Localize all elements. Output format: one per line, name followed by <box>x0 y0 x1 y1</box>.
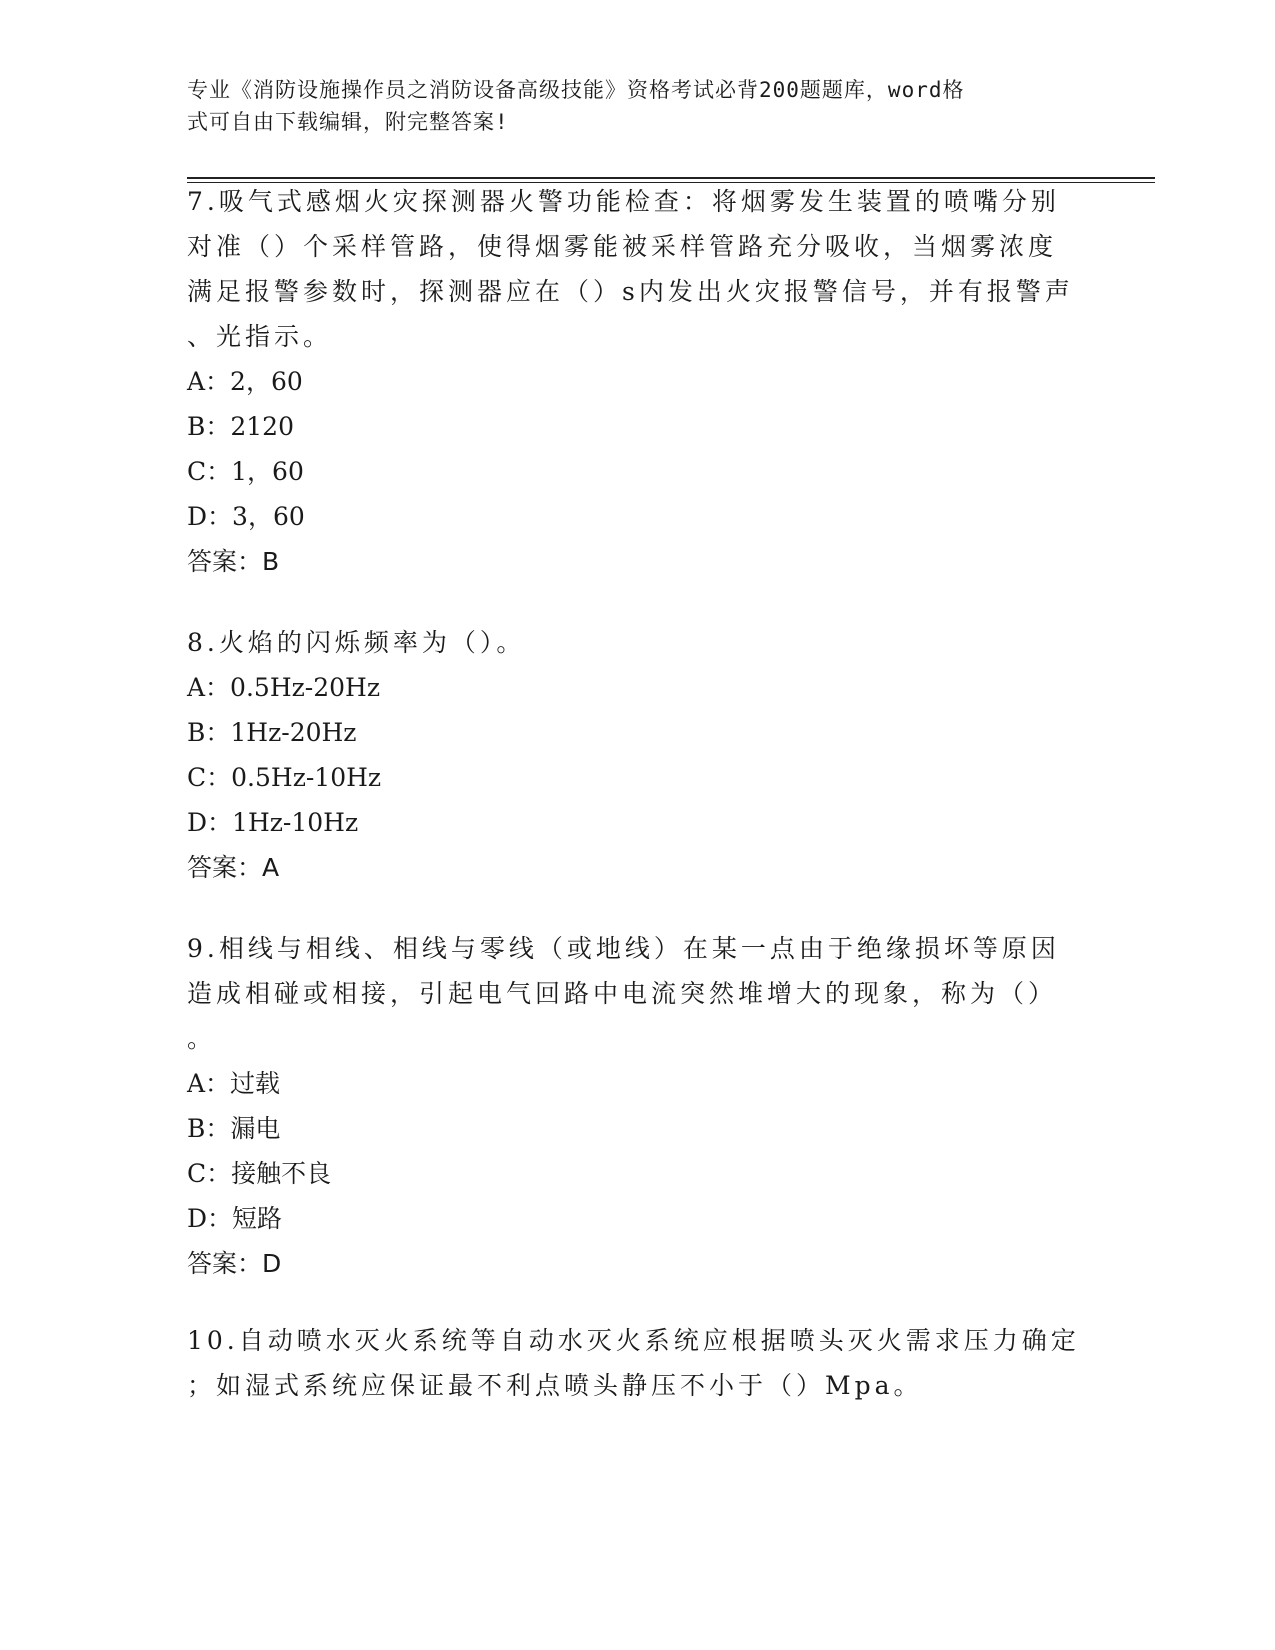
answer: 答案：B <box>187 547 280 576</box>
question-text-line: ；如湿式系统应保证最不利点喷头静压不小于（）Mpa。 <box>187 1371 923 1400</box>
question-10 <box>187 1318 1087 1408</box>
question-text-line: 8.火焰的闪烁频率为（）。 <box>187 628 526 657</box>
question-text-line: 、光指示。 <box>187 322 333 351</box>
option-a: A：过载 <box>187 1069 281 1098</box>
option-c: C：接触不良 <box>187 1159 332 1188</box>
question-text-line: 造成相碰或相接，引起电气回路中电流突然堆增大的现象，称为（） <box>187 979 1058 1008</box>
question-text-line: 10.自动喷水灭火系统等自动水灭火系统应根据喷头灭火需求压力确定 <box>187 1326 1080 1355</box>
question-text-line: 满足报警参数时，探测器应在（）s内发出火灾报警信号，并有报警声 <box>187 277 1074 306</box>
answer: 答案：A <box>187 853 280 882</box>
question-text-line: 9.相线与相线、相线与零线（或地线）在某一点由于绝缘损坏等原因 <box>187 934 1060 963</box>
option-a: A：0.5Hz-20Hz <box>187 673 381 702</box>
question-9 <box>187 926 1087 1286</box>
option-d: D：3，60 <box>187 502 305 531</box>
document-header <box>187 74 1067 138</box>
header-line-2: 式可自由下载编辑，附完整答案! <box>187 110 509 134</box>
answer: 答案：D <box>187 1249 282 1278</box>
question-text-line: 。 <box>187 1024 217 1053</box>
question-8 <box>187 620 1087 890</box>
header-line-1: 专业《消防设施操作员之消防设备高级技能》资格考试必背200题题库，word格 <box>187 78 965 102</box>
question-7 <box>187 179 1087 584</box>
option-b: B：1Hz-20Hz <box>187 718 357 747</box>
option-a: A：2，60 <box>187 367 303 396</box>
question-text-line: 7.吸气式感烟火灾探测器火警功能检查：将烟雾发生装置的喷嘴分别 <box>187 187 1060 216</box>
option-c: C：0.5Hz-10Hz <box>187 763 382 792</box>
option-b: B：漏电 <box>187 1114 281 1143</box>
question-text-line: 对准（）个采样管路，使得烟雾能被采样管路充分吸收，当烟雾浓度 <box>187 232 1058 261</box>
option-b: B：2120 <box>187 412 294 441</box>
option-c: C：1，60 <box>187 457 304 486</box>
option-d: D：短路 <box>187 1204 283 1233</box>
option-d: D：1Hz-10Hz <box>187 808 359 837</box>
